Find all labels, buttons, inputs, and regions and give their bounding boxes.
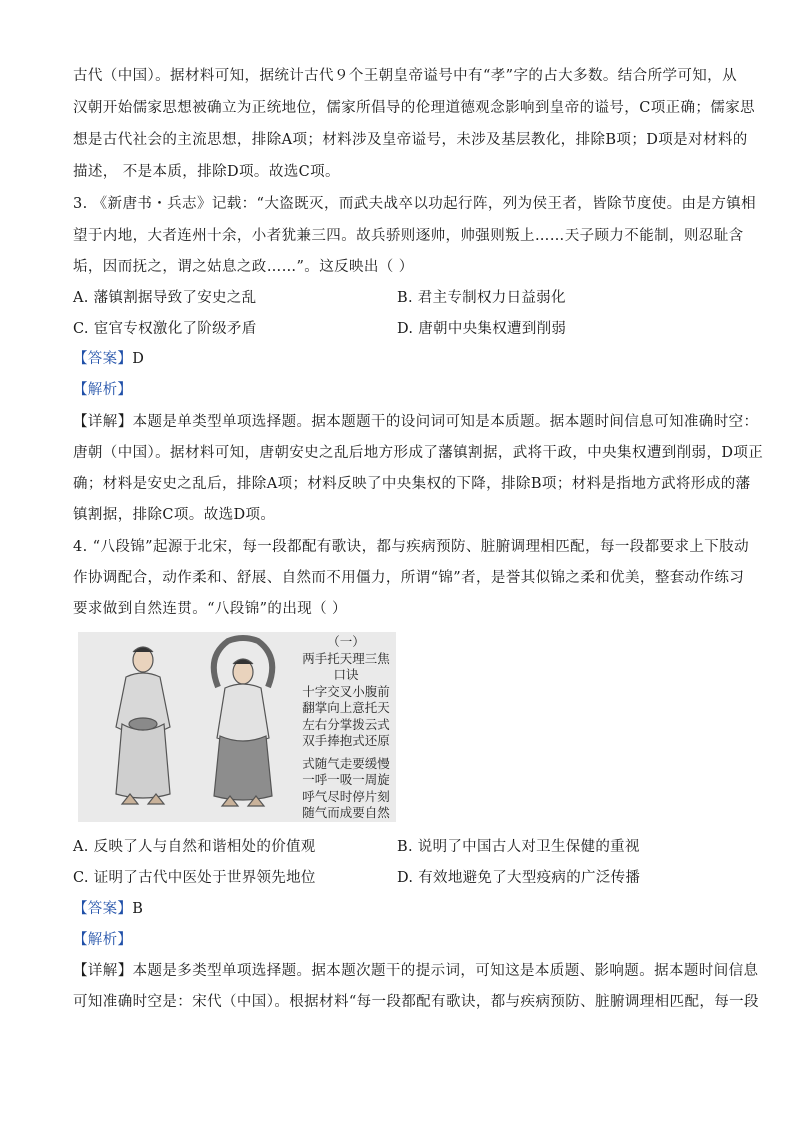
q4-detail-line: 可知准确时空是：宋代（中国）。根据材料“每一段都配有歌诀，都与疾病预防、脏腑调理相匹配，每一段 [73, 994, 759, 1010]
q4-answer [73, 898, 143, 920]
q3-option-b: B. 君主专制权力日益弱化 [397, 290, 566, 306]
answer-value: D [132, 351, 145, 367]
q4-option-c: C. 证明了古代中医处于世界领先地位 [73, 870, 316, 886]
q3-answer [73, 348, 144, 370]
q4-option-b: B. 说明了中国古人对卫生保健的重视 [397, 839, 640, 855]
text-line: 古代（中国）。据材料可知，据统计古代９个王朝皇帝谥号中有“孝”字的占大多数。结合所学可知，从 [73, 68, 737, 84]
analysis-label: 【解析】 [73, 932, 133, 948]
detail-label: 【详解】 [73, 963, 133, 979]
verse-line: 两手托天理三焦 [302, 650, 390, 666]
verse-line: 左右分掌拨云式 [302, 716, 390, 732]
text-line: 想是古代社会的主流思想，排除A项；材料涉及皇帝谥号，未涉及基层教化，排除B项；D项是对材料的 [73, 132, 748, 148]
verse-line: 双手捧抱式还原 [302, 733, 390, 748]
question-4-stem: 要求做到自然连贯。“八段锦”的出现（ ） [73, 601, 347, 617]
question-4-stem: 4. “八段锦”起源于北宋，每一段都配有歌诀，都与疾病预防、脏腑调理相匹配，每一段都要求上下肢动 [73, 539, 749, 555]
verse-line: 一呼一吸一周旋 [302, 772, 390, 787]
verse-line: 翻掌向上意托天 [302, 700, 390, 715]
question-4-stem: 作协调配合，动作柔和、舒展、自然而不用僵力，所谓“锦”者，是誉其似锦之柔和优美，整套动作练习 [73, 570, 745, 586]
verse-line: 式随气走要缓慢 [302, 755, 390, 771]
q4-option-a: A. 反映了人与自然和谐相处的价值观 [73, 839, 316, 855]
detail-text: 本题是单类型单项选择题。据本题题干的设问词可知是本质题。据本题时间信息可知准确时空： [132, 414, 759, 430]
text-line: 汉朝开始儒家思想被确立为正统地位，儒家所倡导的伦理道德观念影响到皇帝的谥号，C项正确；儒家思 [73, 100, 755, 116]
answer-value: B [132, 901, 144, 917]
question-3-stem: 3. 《新唐书・兵志》记载：“大盗既灭，而武夫战卒以功起行阵，列为侯王者，皆除节度使。由是方镇相 [73, 196, 757, 212]
verse-line: 口诀 [333, 667, 359, 682]
verse-line: 十字交叉小腹前 [302, 683, 390, 699]
answer-label: 【答案】 [73, 351, 133, 367]
q4-analysis-label [73, 929, 132, 951]
q3-option-c: C. 宦官专权激化了阶级矛盾 [73, 321, 257, 337]
answer-label: 【答案】 [73, 901, 133, 917]
verse-caption [296, 634, 396, 822]
q3-detail-line: 镇割据，排除C项。故选D项。 [73, 507, 276, 523]
q3-detail-line [73, 411, 759, 433]
q3-option-d: D. 唐朝中央集权遭到削弱 [397, 321, 567, 337]
question-3-stem: 望于内地，大者连州十余，小者犹兼三四。故兵骄则逐帅，帅强则叛上……天子顾力不能制，则忍耻含 [73, 228, 744, 244]
q3-detail-line: 唐朝（中国）。据材料可知，唐朝安史之乱后地方形成了藩镇割据，武将干政，中央集权遭到削弱，D项正 [73, 445, 764, 461]
q4-option-d: D. 有效地避免了大型疫病的广泛传播 [397, 870, 641, 886]
q3-analysis-label [73, 379, 132, 401]
q3-detail-line: 确；材料是安史之乱后，排除A项；材料反映了中央集权的下降，排除B项；材料是指地方武将形成的藩 [73, 476, 751, 492]
analysis-label: 【解析】 [73, 382, 133, 398]
verse-line: （一） [327, 634, 365, 649]
question-3-stem: 垢，因而抚之，谓之姑息之政……”。这反映出（ ） [73, 259, 414, 275]
q3-option-a: A. 藩镇割据导致了安史之乱 [73, 290, 257, 306]
verse-line: 随气而成要自然 [302, 805, 390, 820]
verse-line: 呼气尽时停片刻 [302, 788, 390, 804]
detail-text: 本题是多类型单项选择题。据本题次题干的提示词，可知这是本质题、影响题。据本题时间信息 [132, 963, 759, 979]
detail-label: 【详解】 [73, 414, 133, 430]
q4-detail-line [73, 960, 759, 982]
text-line: 描述， 不是本质，排除D项。故选C项。 [73, 164, 340, 180]
